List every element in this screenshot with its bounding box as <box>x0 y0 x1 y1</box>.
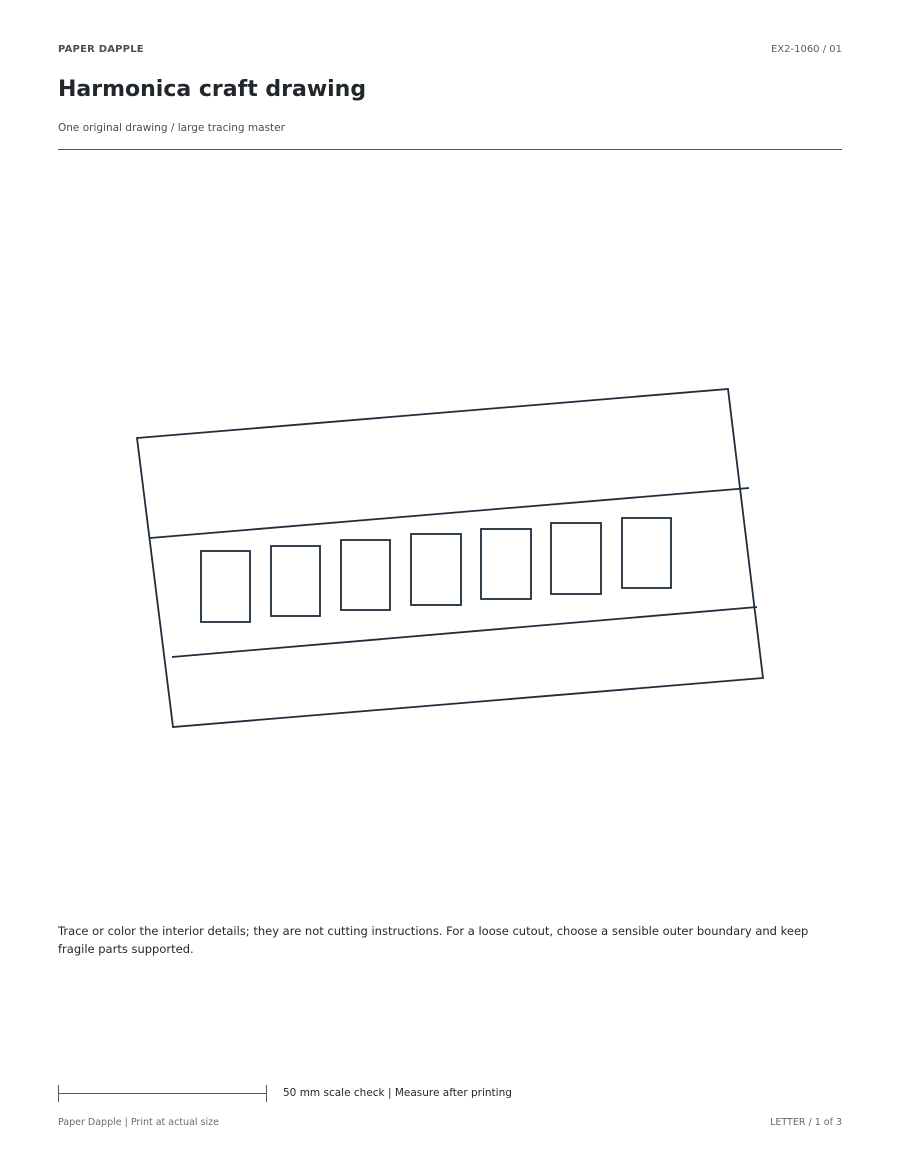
harmonica-top-cover-edge <box>150 488 749 538</box>
reed-hole <box>201 551 250 622</box>
reed-hole <box>271 546 320 616</box>
reed-hole <box>411 534 461 605</box>
footer-note: Paper Dapple | Print at actual size <box>58 1117 219 1128</box>
harmonica-bottom-cover-edge <box>172 607 757 657</box>
reed-hole <box>481 529 531 599</box>
reed-hole <box>551 523 601 594</box>
harmonica-body-outline <box>137 389 763 727</box>
scale-bar <box>58 1085 268 1103</box>
page-title: Harmonica craft drawing <box>58 77 367 102</box>
scale-label: 50 mm scale check | Measure after printing <box>283 1087 512 1099</box>
reed-hole <box>341 540 390 610</box>
scale-bar-line <box>58 1093 267 1094</box>
instructions-text: Trace or color the interior details; they are not cutting instructions. For a loose cutout, choose a sensible outer boundary and keep fragile parts supported. <box>58 924 809 956</box>
page-number: LETTER / 1 of 3 <box>770 1117 842 1128</box>
brand-name: PAPER DAPPLE <box>58 44 144 55</box>
scale-bar-end-tick <box>266 1085 267 1102</box>
reed-hole <box>622 518 671 588</box>
sheet-code: EX2-1060 / 01 <box>770 44 842 55</box>
page-subtitle: One original drawing / large tracing master <box>58 122 285 134</box>
